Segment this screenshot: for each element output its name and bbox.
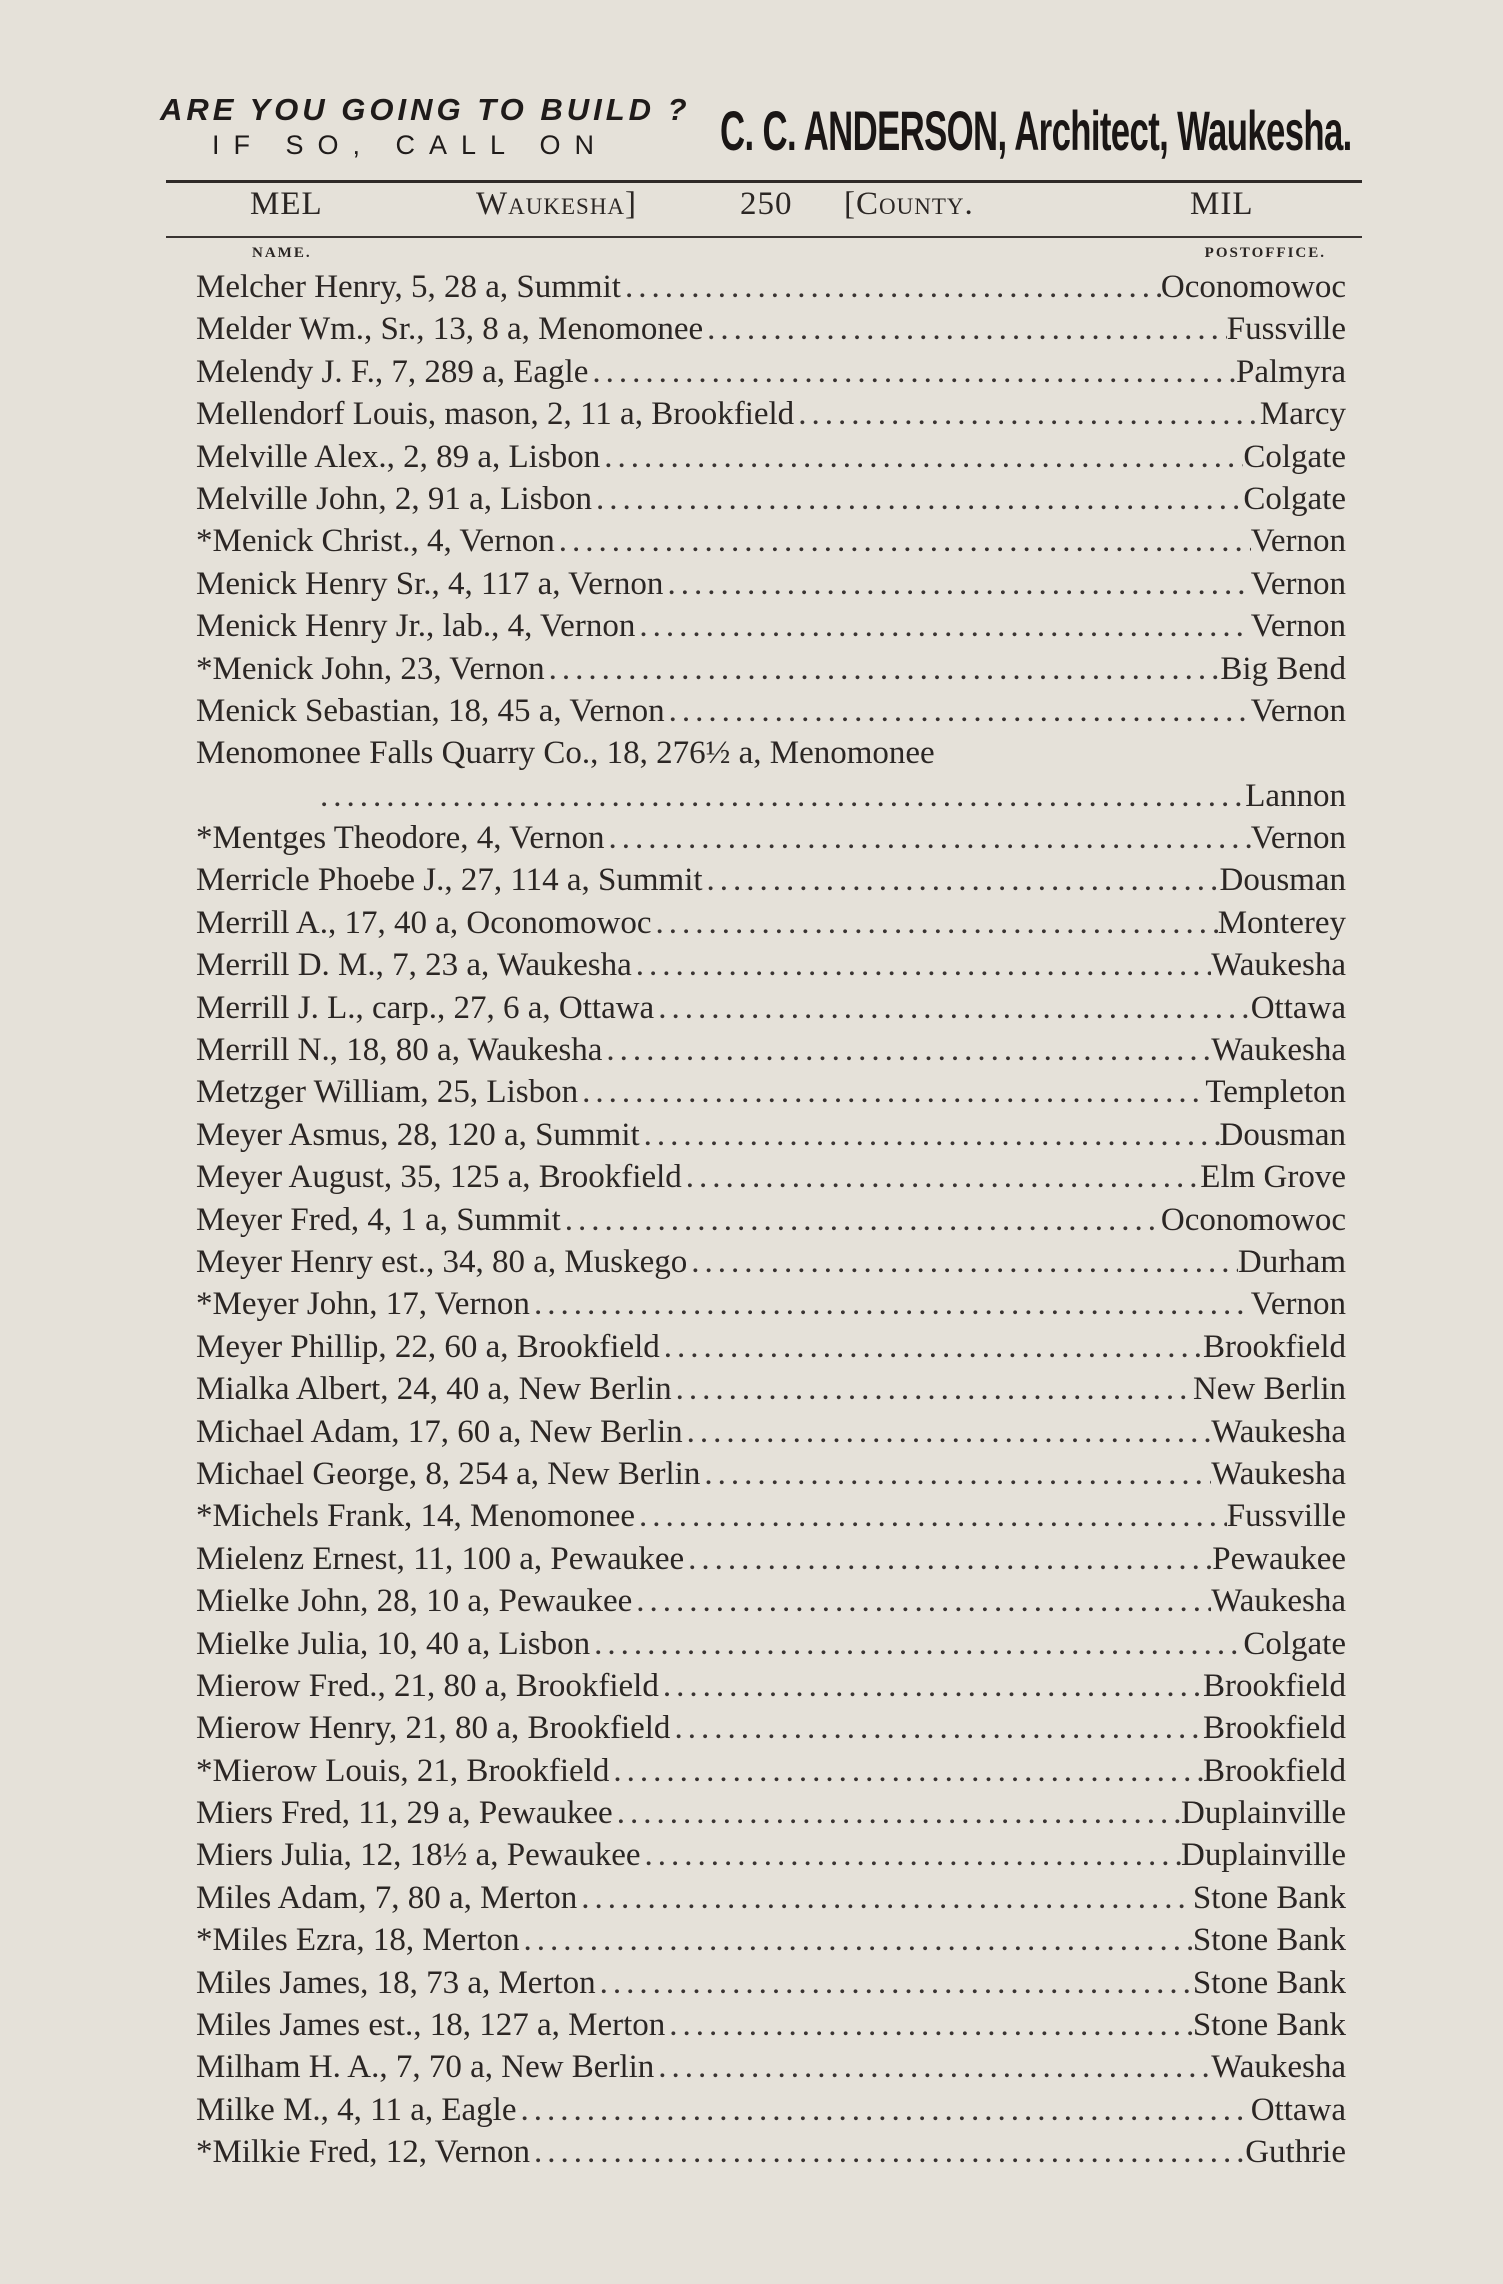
entry-postoffice: Waukesha (1211, 947, 1346, 984)
entry-postoffice: Brookfield (1203, 1710, 1346, 1747)
dot-leader (530, 1283, 1251, 1325)
ad-architect-name: C. C. ANDERSON, Architect, Waukesha. (720, 99, 1352, 162)
directory-entry (196, 648, 1346, 690)
directory-entry (196, 1962, 1346, 2004)
entry-postoffice: Waukesha (1211, 1413, 1346, 1450)
dot-leader (602, 1029, 1211, 1071)
entry-postoffice: Monterey (1217, 904, 1346, 941)
directory-entry (196, 1792, 1346, 1834)
dot-leader (665, 2004, 1193, 2046)
dot-leader (640, 1114, 1220, 1156)
dot-leader (635, 1495, 1227, 1537)
entry-name: Meyer Henry est., 34, 80 a, Muskego (196, 1243, 688, 1280)
entry-name: Merrill A., 17, 40 a, Oconomowoc (196, 904, 652, 941)
entry-postoffice: Lannon (1245, 777, 1346, 814)
dot-leader (609, 1750, 1203, 1792)
directory-entry (196, 1283, 1346, 1325)
dot-leader (588, 351, 1236, 393)
entry-name: Merrill N., 18, 80 a, Waukesha (196, 1032, 603, 1069)
directory-entry (196, 2004, 1346, 2046)
dot-leader (683, 1411, 1212, 1453)
directory-entry (196, 478, 1346, 520)
column-label-name: NAME. (252, 245, 312, 261)
directory-entries (196, 266, 1346, 2174)
dot-leader (687, 1241, 1238, 1283)
entry-name: Michael Adam, 17, 60 a, New Berlin (196, 1413, 683, 1450)
running-head (166, 186, 1362, 230)
dot-leader (660, 1326, 1203, 1368)
entry-name: Merrill D. M., 7, 23 a, Waukesha (196, 947, 632, 984)
entry-name: Miles James est., 18, 127 a, Merton (196, 2007, 666, 2044)
entry-postoffice: Fussville (1226, 1498, 1346, 1535)
directory-entry (196, 1199, 1346, 1241)
entry-name: Miles Adam, 7, 80 a, Merton (196, 1879, 578, 1916)
dot-leader (672, 1368, 1193, 1410)
dot-leader (530, 2131, 1245, 2173)
running-head-right-key: MIL (1190, 186, 1254, 222)
dot-leader (520, 1919, 1193, 1961)
directory-entry (196, 987, 1346, 1029)
directory-entry (196, 393, 1346, 435)
entry-name: *Menick Christ., 4, Vernon (196, 523, 555, 560)
entry-name: Meyer Fred, 4, 1 a, Summit (196, 1201, 561, 1238)
column-label-postoffice: POSTOFFICE. (1204, 245, 1326, 261)
entry-postoffice: Vernon (1250, 608, 1346, 645)
entry-postoffice: Stone Bank (1192, 1922, 1346, 1959)
entry-name: Menick Henry Sr., 4, 117 a, Vernon (196, 565, 664, 602)
directory-entry (196, 1877, 1346, 1919)
directory-entry (196, 2089, 1346, 2131)
entry-name: Meyer August, 35, 125 a, Brookfield (196, 1159, 682, 1196)
entry-postoffice: Brookfield (1203, 1328, 1346, 1365)
entry-name: Melendy J. F., 7, 289 a, Eagle (196, 353, 589, 390)
directory-entry (196, 902, 1346, 944)
dot-leader (684, 1538, 1212, 1580)
entry-postoffice: Vernon (1250, 565, 1346, 602)
entry-postoffice: Stone Bank (1192, 2007, 1346, 2044)
entry-postoffice: Duplainville (1181, 1837, 1346, 1874)
dot-leader (545, 648, 1221, 690)
directory-entry (196, 1834, 1346, 1876)
dot-leader (613, 1792, 1181, 1834)
directory-entry (196, 1623, 1346, 1665)
directory-entry (196, 351, 1346, 393)
directory-entry (196, 1326, 1346, 1368)
dot-leader (663, 563, 1250, 605)
entry-name: Mierow Henry, 21, 80 a, Brookfield (196, 1710, 671, 1747)
entry-postoffice: Pewaukee (1212, 1540, 1346, 1577)
entry-name: Merricle Phoebe J., 27, 114 a, Summit (196, 862, 703, 899)
entry-name: *Michels Frank, 14, Menomonee (196, 1498, 636, 1535)
entry-postoffice: Waukesha (1211, 1455, 1346, 1492)
dot-leader (654, 987, 1251, 1029)
dot-leader (635, 605, 1250, 647)
entry-name: Miles James, 18, 73 a, Merton (196, 1964, 596, 2001)
entry-postoffice: Waukesha (1211, 1583, 1346, 1620)
dot-leader (600, 436, 1243, 478)
directory-entry (196, 1368, 1346, 1410)
dot-leader (604, 817, 1250, 859)
entry-name: Miers Fred, 11, 29 a, Pewaukee (196, 1795, 613, 1832)
entry-postoffice: Dousman (1219, 862, 1346, 899)
entry-name: *Meyer John, 17, Vernon (196, 1286, 530, 1323)
entry-name: *Menick John, 23, Vernon (196, 650, 545, 687)
entry-name: Mialka Albert, 24, 40 a, New Berlin (196, 1371, 672, 1408)
directory-entry (196, 1538, 1346, 1580)
entry-postoffice: Guthrie (1245, 2134, 1346, 2171)
entry-name: Miers Julia, 12, 18½ a, Pewaukee (196, 1837, 641, 1874)
dot-leader (316, 775, 1245, 817)
entry-postoffice: Vernon (1250, 820, 1346, 857)
entry-name: Melcher Henry, 5, 28 a, Summit (196, 269, 621, 305)
directory-entry (196, 1453, 1346, 1495)
entry-postoffice: Dousman (1219, 1116, 1346, 1153)
ad-question: ARE YOU GOING TO BUILD ? (160, 92, 691, 127)
dot-leader (665, 690, 1251, 732)
entry-postoffice: Big Bend (1220, 650, 1346, 687)
dot-leader (682, 1156, 1201, 1198)
entry-postoffice: Vernon (1250, 1286, 1346, 1323)
entry-name: Menick Sebastian, 18, 45 a, Vernon (196, 692, 665, 729)
ad-call-on: IF SO, CALL ON (212, 130, 609, 160)
dot-leader (703, 308, 1227, 350)
directory-entry (196, 563, 1346, 605)
advertisement-banner (160, 92, 1370, 176)
entry-postoffice: Fussville (1226, 311, 1346, 348)
entry-postoffice: Vernon (1250, 523, 1346, 560)
dot-leader (577, 1877, 1193, 1919)
running-head-left-key: MEL (250, 186, 323, 222)
entry-postoffice: Ottawa (1250, 989, 1346, 1026)
running-head-county-left: Waukesha] (476, 186, 638, 222)
dot-leader (592, 478, 1243, 520)
dot-leader (516, 2089, 1250, 2131)
directory-entry (196, 1156, 1346, 1198)
dot-leader (659, 1665, 1203, 1707)
entry-name: *Mentges Theodore, 4, Vernon (196, 820, 605, 857)
entry-name: Melville John, 2, 91 a, Lisbon (196, 480, 592, 517)
directory-entry (196, 1665, 1346, 1707)
dot-leader (621, 266, 1161, 308)
entry-name: Meyer Phillip, 22, 60 a, Brookfield (196, 1328, 660, 1365)
entry-name: Meyer Asmus, 28, 120 a, Summit (196, 1116, 640, 1153)
entry-name: Milham H. A., 7, 70 a, New Berlin (196, 2049, 655, 2086)
entry-name: Melville Alex., 2, 89 a, Lisbon (196, 438, 601, 475)
directory-entry (196, 1919, 1346, 1961)
entry-postoffice: Elm Grove (1200, 1159, 1346, 1196)
entry-name: Milke M., 4, 11 a, Eagle (196, 2091, 517, 2128)
directory-entry (196, 1071, 1346, 1113)
entry-name: Mellendorf Louis, mason, 2, 11 a, Brookfield (196, 396, 795, 433)
dot-leader (700, 1453, 1211, 1495)
directory-entry (196, 1241, 1346, 1283)
entry-name: Melder Wm., Sr., 13, 8 a, Menomonee (196, 311, 704, 348)
entry-postoffice: Durham (1237, 1243, 1346, 1280)
entry-postoffice: Duplainville (1181, 1795, 1346, 1832)
entry-postoffice: Brookfield (1203, 1752, 1346, 1789)
directory-entry (196, 436, 1346, 478)
directory-entry (196, 605, 1346, 647)
directory-entry (196, 1495, 1346, 1537)
entry-postoffice: Stone Bank (1192, 1964, 1346, 2001)
entry-postoffice: Colgate (1243, 1625, 1346, 1662)
directory-entry (196, 775, 1346, 817)
dot-leader (632, 944, 1211, 986)
directory-entry (196, 266, 1346, 308)
entry-name: *Miles Ezra, 18, Merton (196, 1922, 520, 1959)
dot-leader (670, 1707, 1203, 1749)
dot-leader (703, 859, 1220, 901)
entry-postoffice: Waukesha (1211, 1032, 1346, 1069)
directory-entry (196, 308, 1346, 350)
dot-leader (555, 520, 1251, 562)
directory-entry (196, 1580, 1346, 1622)
advertisement-prompt (160, 92, 720, 162)
header-rule-top (166, 180, 1362, 183)
entry-name: Michael George, 8, 254 a, New Berlin (196, 1455, 701, 1492)
directory-entry (196, 1707, 1346, 1749)
directory-entry (196, 859, 1346, 901)
directory-entry (196, 1411, 1346, 1453)
directory-entry (196, 1114, 1346, 1156)
entry-postoffice: Stone Bank (1192, 1879, 1346, 1916)
entry-name: Mierow Fred., 21, 80 a, Brookfield (196, 1667, 659, 1704)
entry-name: Menomonee Falls Quarry Co., 18, 276½ a, Menomonee (196, 735, 935, 772)
entry-postoffice: Oconomowoc (1160, 1201, 1346, 1238)
running-head-county-right: [County. (844, 186, 974, 222)
dot-leader (590, 1623, 1243, 1665)
directory-entry (196, 1029, 1346, 1071)
page-number: 250 (740, 186, 793, 222)
entry-name: *Mierow Louis, 21, Brookfield (196, 1752, 610, 1789)
directory-entry (196, 520, 1346, 562)
entry-name: Menick Henry Jr., lab., 4, Vernon (196, 608, 636, 645)
entry-name: Mielke Julia, 10, 40 a, Lisbon (196, 1625, 591, 1662)
header-rule-bottom (166, 236, 1362, 238)
entry-postoffice: Colgate (1243, 480, 1346, 517)
column-labels (166, 245, 1362, 263)
dot-leader (794, 393, 1260, 435)
directory-entry (196, 2131, 1346, 2173)
dot-leader (641, 1834, 1182, 1876)
directory-entry (196, 690, 1346, 732)
entry-name: Merrill J. L., carp., 27, 6 a, Ottawa (196, 989, 655, 1026)
entry-postoffice: Brookfield (1203, 1667, 1346, 1704)
directory-entry (196, 944, 1346, 986)
directory-entry (196, 1750, 1346, 1792)
entry-name: Mielke John, 28, 10 a, Pewaukee (196, 1583, 633, 1620)
dot-leader (654, 2046, 1211, 2088)
entry-name: Metzger William, 25, Lisbon (196, 1074, 579, 1111)
entry-postoffice: Marcy (1259, 396, 1346, 433)
directory-entry (196, 732, 1346, 774)
dot-leader (578, 1071, 1205, 1113)
entry-postoffice: New Berlin (1192, 1371, 1346, 1408)
directory-entry (196, 2046, 1346, 2088)
directory-entry (196, 817, 1346, 859)
entry-postoffice: Colgate (1243, 438, 1346, 475)
dot-leader (632, 1580, 1211, 1622)
entry-postoffice: Ottawa (1250, 2091, 1346, 2128)
entry-postoffice: Palmyra (1236, 353, 1346, 390)
entry-postoffice: Waukesha (1211, 2049, 1346, 2086)
dot-leader (561, 1199, 1161, 1241)
entry-postoffice: Oconomowoc (1160, 269, 1346, 305)
dot-leader (596, 1962, 1193, 2004)
entry-postoffice: Templeton (1205, 1074, 1346, 1111)
entry-name: *Milkie Fred, 12, Vernon (196, 2134, 530, 2171)
entry-name: Mielenz Ernest, 11, 100 a, Pewaukee (196, 1540, 685, 1577)
dot-leader (652, 902, 1218, 944)
entry-postoffice: Vernon (1250, 692, 1346, 729)
